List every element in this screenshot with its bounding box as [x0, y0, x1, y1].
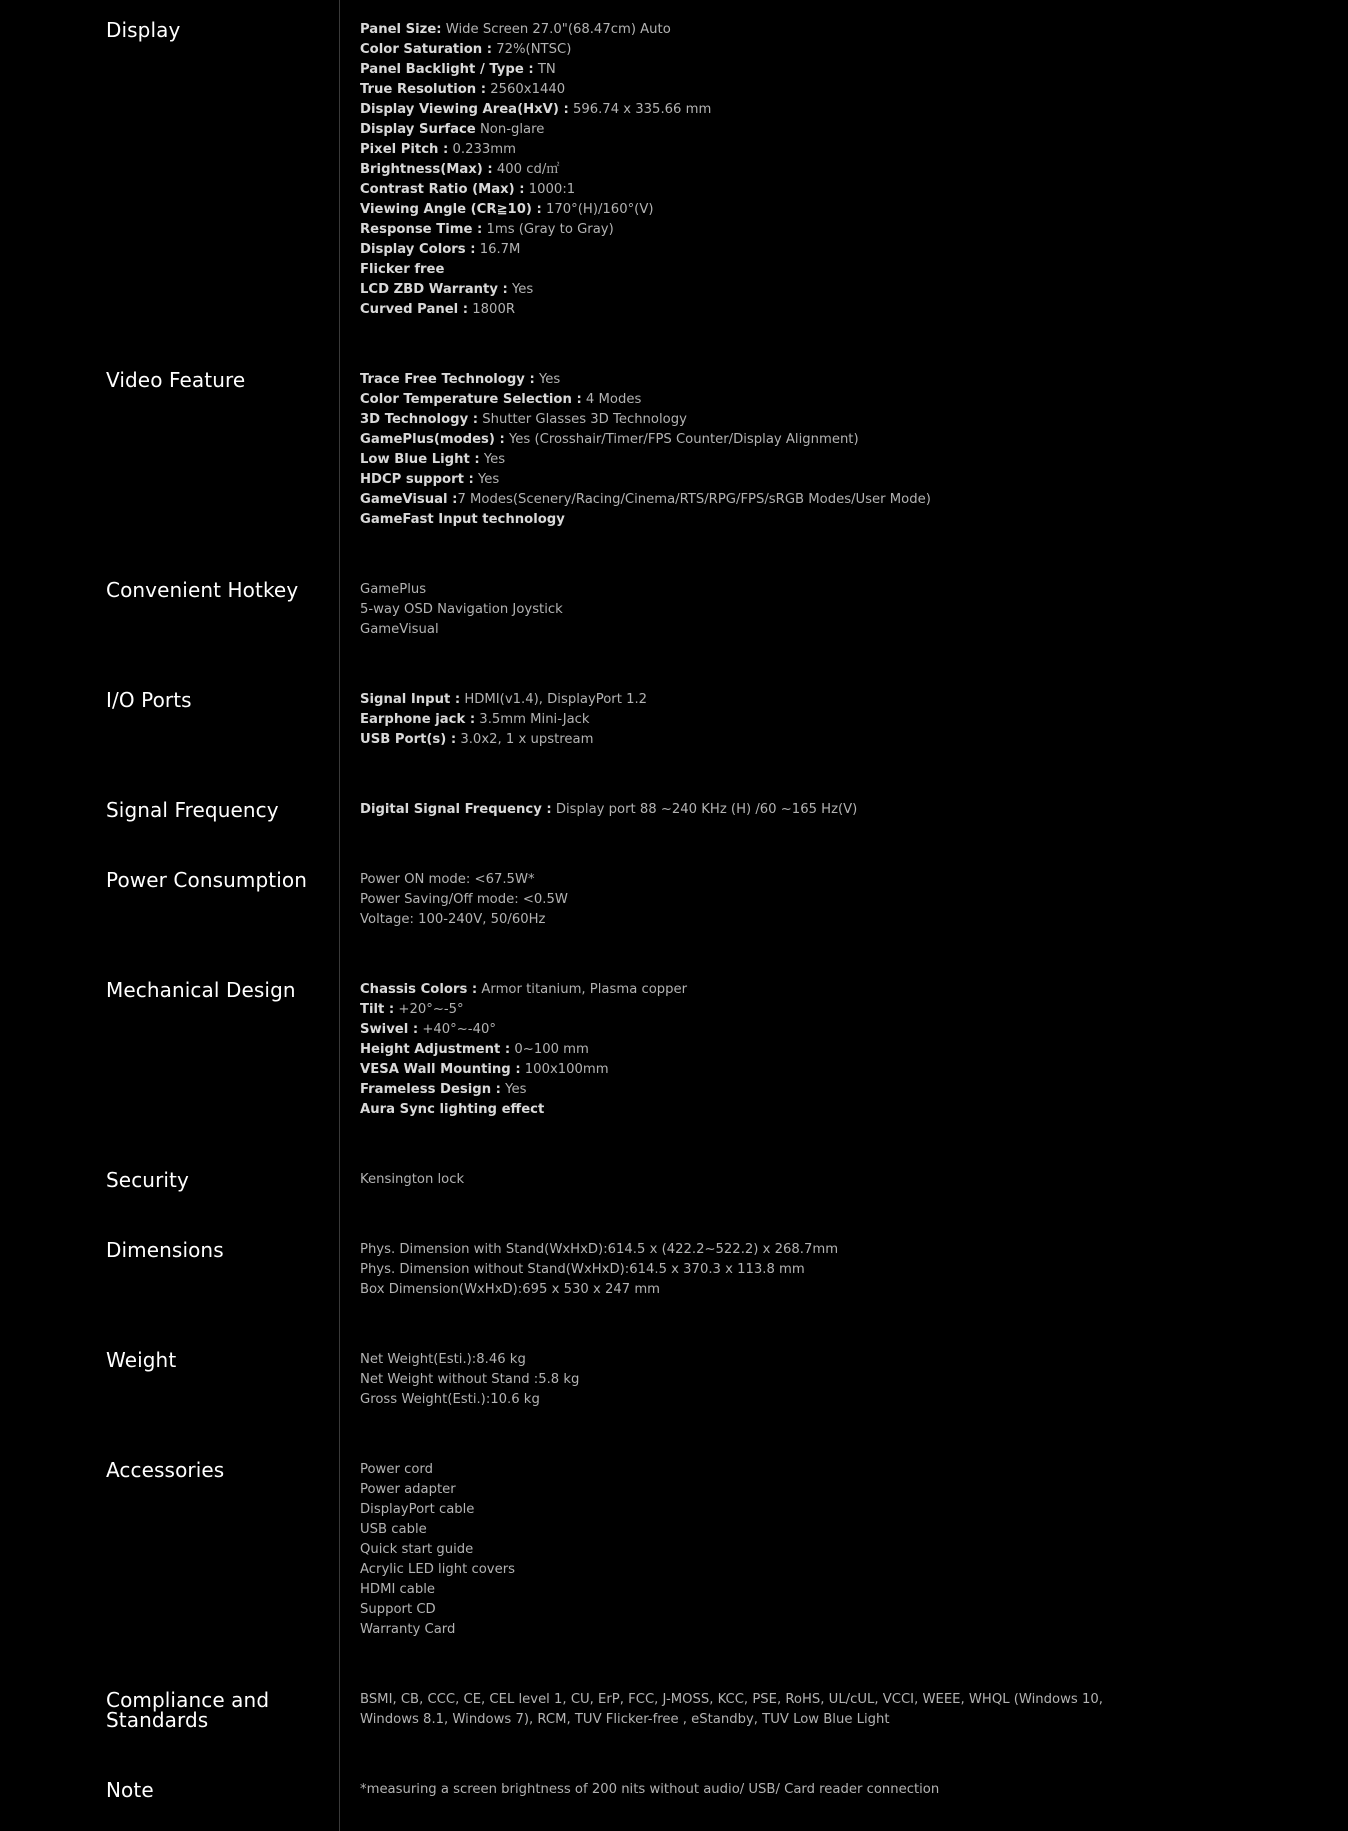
spec-line	[360, 20, 1260, 40]
spec-line	[360, 1000, 1260, 1020]
spec-label: 3D Technology :	[360, 412, 479, 427]
section-body	[360, 980, 1260, 1120]
spec-value: 1800R	[468, 302, 515, 317]
spec-label: Color Saturation :	[360, 42, 493, 57]
spec-label: Flicker free	[360, 262, 445, 277]
spec-line	[360, 1100, 1260, 1120]
spec-label: GameVisual :	[360, 492, 458, 507]
spec-label: Response Time :	[360, 222, 483, 237]
spec-value: 1000:1	[524, 182, 576, 197]
spec-line	[360, 300, 1260, 320]
spec-line	[360, 100, 1260, 120]
section-title: Video Feature	[106, 368, 246, 392]
spec-label: LCD ZBD Warranty :	[360, 282, 508, 297]
spec-value: Yes	[479, 452, 506, 467]
section-title: Note	[106, 1778, 154, 1802]
spec-label: Digital Signal Frequency :	[360, 802, 552, 817]
spec-value: Gross Weight(Esti.):10.6 kg	[360, 1392, 540, 1407]
spec-label: Display Colors :	[360, 242, 476, 257]
spec-value: 170°(H)/160°(V)	[541, 202, 654, 217]
section-title: Weight	[106, 1348, 177, 1372]
spec-label: Signal Input :	[360, 692, 461, 707]
spec-line	[360, 1370, 1260, 1390]
spec-line	[360, 910, 1260, 930]
spec-label: Pixel Pitch :	[360, 142, 449, 157]
spec-value: +40°~-40°	[418, 1022, 496, 1037]
section-body	[360, 370, 1260, 530]
spec-line	[360, 430, 1260, 450]
spec-line	[360, 620, 1260, 640]
spec-line	[360, 1020, 1260, 1040]
spec-label: GameFast Input technology	[360, 512, 565, 527]
spec-line	[360, 1280, 1260, 1300]
spec-line	[360, 510, 1260, 530]
spec-value: Support CD	[360, 1602, 436, 1617]
spec-label: Chassis Colors :	[360, 982, 478, 997]
spec-line	[360, 490, 1260, 510]
spec-value: 100x100mm	[520, 1062, 609, 1077]
spec-line	[360, 160, 1260, 180]
spec-line	[360, 600, 1260, 620]
section-title: Signal Frequency	[106, 798, 279, 822]
spec-label: VESA Wall Mounting :	[360, 1062, 521, 1077]
spec-label: USB Port(s) :	[360, 732, 457, 747]
spec-line	[360, 1560, 1260, 1580]
spec-label: Display Surface	[360, 122, 476, 137]
section-title: Convenient Hotkey	[106, 578, 299, 602]
section-title: Security	[106, 1168, 189, 1192]
spec-value: Box Dimension(WxHxD):695 x 530 x 247 mm	[360, 1282, 661, 1297]
section-body	[360, 20, 1260, 320]
spec-value: 2560x1440	[486, 82, 566, 97]
section-body	[360, 1780, 1260, 1800]
spec-value: Net Weight(Esti.):8.46 kg	[360, 1352, 526, 1367]
spec-value: Armor titanium, Plasma copper	[477, 982, 688, 997]
spec-value: Phys. Dimension without Stand(WxHxD):614.5 x 370.3 x 113.8 mm	[360, 1262, 805, 1277]
spec-value: GameVisual	[360, 622, 439, 637]
spec-label: HDCP support :	[360, 472, 474, 487]
spec-line	[360, 1040, 1260, 1060]
section-body	[360, 800, 1260, 820]
spec-line	[360, 1690, 1160, 1730]
spec-line	[360, 120, 1260, 140]
spec-line	[360, 220, 1260, 240]
spec-label: Height Adjustment :	[360, 1042, 511, 1057]
spec-value: 5-way OSD Navigation Joystick	[360, 602, 563, 617]
spec-label: Aura Sync lighting effect	[360, 1102, 545, 1117]
spec-value: *measuring a screen brightness of 200 nits without audio/ USB/ Card reader connection	[360, 1782, 940, 1797]
section-title: Accessories	[106, 1458, 225, 1482]
spec-value: BSMI, CB, CCC, CE, CEL level 1, CU, ErP, FCC, J-MOSS, KCC, PSE, RoHS, UL/cUL, VCCI, WEEE, WHQL (Windows 10, Windows 8.1, Windows 7), RCM, TUV Flicker-free , eStandby, TUV Low Blue Light	[360, 1692, 1103, 1727]
spec-label: GamePlus(modes) :	[360, 432, 505, 447]
spec-value: Phys. Dimension with Stand(WxHxD):614.5 x (422.2~522.2) x 268.7mm	[360, 1242, 839, 1257]
spec-value: 400 cd/㎡	[492, 162, 560, 177]
spec-label: Panel Backlight / Type :	[360, 62, 534, 77]
spec-value: USB cable	[360, 1522, 427, 1537]
section-body	[360, 1240, 1260, 1300]
spec-line	[360, 1540, 1260, 1560]
spec-line	[360, 800, 1260, 820]
spec-line	[360, 730, 1260, 750]
spec-value: GamePlus	[360, 582, 427, 597]
spec-line	[360, 280, 1260, 300]
spec-line	[360, 1080, 1260, 1100]
spec-line	[360, 690, 1260, 710]
section-title: Dimensions	[106, 1238, 224, 1262]
spec-line	[360, 180, 1260, 200]
spec-value: 4 Modes	[581, 392, 642, 407]
spec-line	[360, 710, 1260, 730]
spec-line	[360, 1480, 1260, 1500]
spec-line	[360, 1060, 1260, 1080]
spec-value: Yes	[500, 1082, 527, 1097]
spec-line	[360, 200, 1260, 220]
spec-value: 596.74 x 335.66 mm	[568, 102, 712, 117]
spec-label: Frameless Design :	[360, 1082, 501, 1097]
spec-line	[360, 80, 1260, 100]
spec-value: Kensington lock	[360, 1172, 465, 1187]
spec-label: Tilt :	[360, 1002, 395, 1017]
spec-value: Yes	[534, 372, 561, 387]
spec-value: 16.7M	[475, 242, 521, 257]
spec-value: 7 Modes(Scenery/Racing/Cinema/RTS/RPG/FPS/sRGB Modes/User Mode)	[457, 492, 931, 507]
spec-line	[360, 1620, 1260, 1640]
spec-line	[360, 1170, 1260, 1190]
section-body	[360, 1350, 1260, 1410]
spec-value: Power Saving/Off mode: <0.5W	[360, 892, 568, 907]
spec-value: 1ms (Gray to Gray)	[482, 222, 614, 237]
spec-label: True Resolution :	[360, 82, 487, 97]
spec-line	[360, 1520, 1260, 1540]
spec-label: Panel Size:	[360, 22, 442, 37]
spec-value: 72%(NTSC)	[492, 42, 572, 57]
spec-line	[360, 1580, 1260, 1600]
spec-value: Shutter Glasses 3D Technology	[478, 412, 687, 427]
spec-line	[360, 370, 1260, 390]
spec-line	[360, 1780, 1260, 1800]
spec-line	[360, 980, 1260, 1000]
spec-value: Non-glare	[475, 122, 545, 137]
spec-label: Contrast Ratio (Max) :	[360, 182, 525, 197]
section-body	[360, 690, 1260, 750]
spec-value: 0.233mm	[448, 142, 516, 157]
spec-value: Power adapter	[360, 1482, 456, 1497]
spec-value: HDMI(v1.4), DisplayPort 1.2	[460, 692, 648, 707]
spec-value: Warranty Card	[360, 1622, 456, 1637]
spec-value: Power ON mode: <67.5W*	[360, 872, 535, 887]
spec-value: Wide Screen 27.0"(68.47cm) Auto	[441, 22, 671, 37]
spec-value: Display port 88 ~240 KHz (H) /60 ~165 Hz(V)	[551, 802, 858, 817]
spec-line	[360, 450, 1260, 470]
spec-label: Curved Panel :	[360, 302, 469, 317]
spec-line	[360, 1600, 1260, 1620]
section-body	[360, 1690, 1260, 1730]
spec-line	[360, 890, 1260, 910]
spec-line	[360, 470, 1260, 490]
spec-label: Viewing Angle (CR≧10) :	[360, 202, 542, 217]
spec-line	[360, 1500, 1260, 1520]
section-body	[360, 580, 1260, 640]
spec-value: Net Weight without Stand :5.8 kg	[360, 1372, 580, 1387]
spec-line	[360, 60, 1260, 80]
spec-line	[360, 240, 1260, 260]
section-body	[360, 870, 1260, 930]
spec-line	[360, 260, 1260, 280]
spec-value: DisplayPort cable	[360, 1502, 475, 1517]
spec-line	[360, 40, 1260, 60]
spec-value: Quick start guide	[360, 1542, 474, 1557]
spec-label: Display Viewing Area(HxV) :	[360, 102, 569, 117]
spec-label: Swivel :	[360, 1022, 419, 1037]
section-body	[360, 1170, 1260, 1190]
spec-value: Power cord	[360, 1462, 433, 1477]
spec-value: 0~100 mm	[510, 1042, 589, 1057]
spec-label: Color Temperature Selection :	[360, 392, 582, 407]
section-title: Compliance and Standards	[106, 1688, 270, 1732]
spec-line	[360, 580, 1260, 600]
section-title: Mechanical Design	[106, 978, 296, 1002]
spec-label: Low Blue Light :	[360, 452, 480, 467]
section-body	[360, 1460, 1260, 1640]
spec-line	[360, 390, 1260, 410]
spec-label: Brightness(Max) :	[360, 162, 493, 177]
column-divider	[339, 0, 340, 1831]
section-title: Display	[106, 18, 181, 42]
section-title: I/O Ports	[106, 688, 192, 712]
spec-label: Earphone jack :	[360, 712, 476, 727]
section-title: Power Consumption	[106, 868, 307, 892]
spec-value: +20°~-5°	[394, 1002, 464, 1017]
spec-label: Trace Free Technology :	[360, 372, 535, 387]
spec-line	[360, 1390, 1260, 1410]
spec-line	[360, 1260, 1260, 1280]
spec-value: Yes	[507, 282, 534, 297]
spec-line	[360, 870, 1260, 890]
spec-value: Acrylic LED light covers	[360, 1562, 516, 1577]
spec-line	[360, 1350, 1260, 1370]
spec-line	[360, 140, 1260, 160]
spec-line	[360, 1240, 1260, 1260]
spec-line	[360, 410, 1260, 430]
spec-value: 3.0x2, 1 x upstream	[456, 732, 594, 747]
spec-value: 3.5mm Mini-Jack	[475, 712, 590, 727]
spec-value: Voltage: 100-240V, 50/60Hz	[360, 912, 546, 927]
spec-value: Yes (Crosshair/Timer/FPS Counter/Display Alignment)	[504, 432, 859, 447]
spec-value: Yes	[473, 472, 500, 487]
spec-value: TN	[533, 62, 556, 77]
spec-value: HDMI cable	[360, 1582, 436, 1597]
spec-line	[360, 1460, 1260, 1480]
